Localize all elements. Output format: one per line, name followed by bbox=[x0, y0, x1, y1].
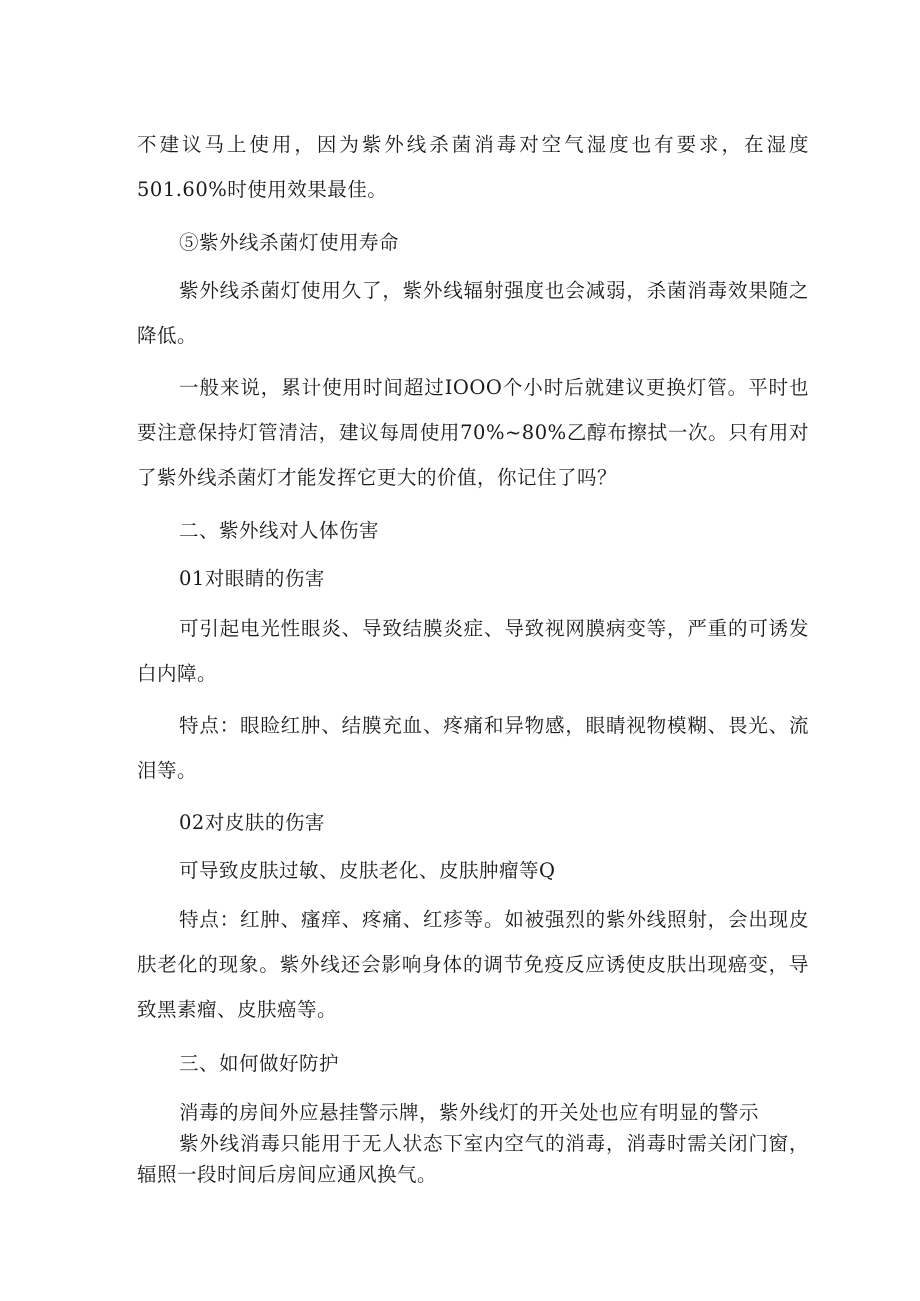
heading-uv-harm: 二、紫外线对人体伤害 bbox=[179, 519, 380, 542]
paragraph-eye-effects: 可引起电光性眼炎、导致结膜炎症、导致视网膜病变等，严重的可诱发白内障。 bbox=[137, 617, 809, 685]
heading-skin-damage: 02对皮肤的伤害 bbox=[179, 811, 325, 834]
heading-eye-damage: 01对眼睛的伤害 bbox=[179, 567, 325, 590]
paragraph-eye-symptoms: 特点：眼睑红肿、结膜充血、疼痛和异物感，眼睛视物模糊、畏光、流泪等。 bbox=[137, 714, 809, 782]
paragraph-humidity: 不建议马上使用，因为紫外线杀菌消毒对空气湿度也有要求，在湿度501.60%时使用效果最佳。 bbox=[137, 133, 809, 201]
heading-protection: 三、如何做好防护 bbox=[179, 1052, 340, 1075]
paragraph-skin-symptoms: 特点：红肿、瘙痒、疼痛、红疹等。如被强烈的紫外线照射，会出现皮肤老化的现象。紫外线还会影响身体的调节免疫反应诱使皮肤出现癌变，导致黑素瘤、皮肤癌等。 bbox=[137, 908, 809, 1021]
paragraph-lamp-aging: 紫外线杀菌灯使用久了，紫外线辐射强度也会减弱，杀菌消毒效果随之降低。 bbox=[137, 279, 809, 347]
heading-lamp-lifespan: ⑤紫外线杀菌灯使用寿命 bbox=[179, 231, 400, 254]
paragraph-skin-effects: 可导致皮肤过敏、皮肤老化、皮肤肿瘤等Q bbox=[179, 859, 556, 882]
paragraph-lamp-replacement: 一般来说，累计使用时间超过IOOO个小时后就建议更换灯管。平时也要注意保持灯管清洁，建议每周使用70%~80%乙醇布擦拭一次。只有用对了紫外线杀菌灯才能发挥它更大的价值，你记住了吗？ bbox=[137, 376, 809, 489]
paragraph-warning-sign: 消毒的房间外应悬挂警示牌，紫外线灯的开关处也应有明显的警示 bbox=[179, 1101, 760, 1124]
paragraph-disinfection-method: 紫外线消毒只能用于无人状态下室内空气的消毒，消毒时需关闭门窗，辐照一段时间后房间应通风换气。 bbox=[137, 1132, 809, 1186]
